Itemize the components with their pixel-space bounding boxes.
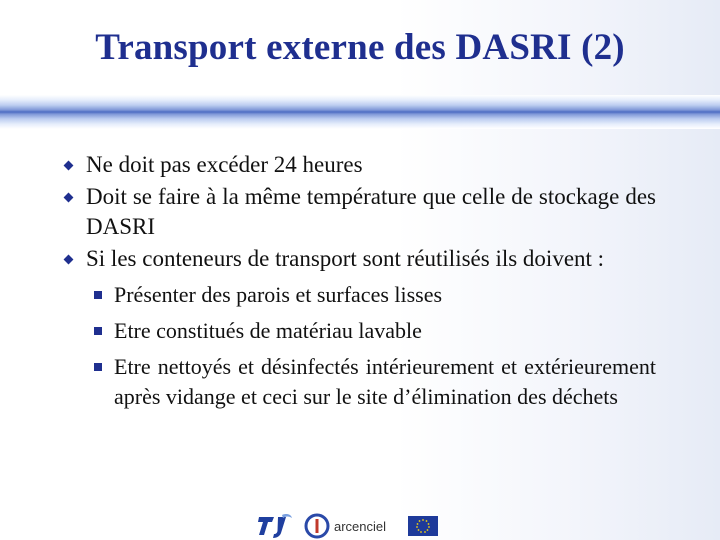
arcenciel-logo-icon <box>302 513 332 539</box>
bullet-item <box>60 182 656 242</box>
bullet-text: Si les conteneurs de transport sont réutilisés ils doivent : <box>86 246 605 271</box>
diamond-bullet-icon <box>64 193 74 203</box>
square-bullet-icon <box>94 327 102 335</box>
diamond-bullet-icon <box>64 255 74 265</box>
square-bullet-icon <box>94 363 102 371</box>
slide-title: Transport externe des DASRI (2) <box>95 27 625 68</box>
bullet-item <box>60 150 656 180</box>
sub-bullet-item <box>92 280 656 310</box>
bullet-text: Ne doit pas excéder 24 heures <box>86 152 363 177</box>
sub-bullet-text: Présenter des parois et surfaces lisses <box>114 282 443 307</box>
diamond-bullet-icon <box>64 161 74 171</box>
slide-content <box>60 150 656 412</box>
square-bullet-icon <box>94 291 102 299</box>
sub-bullet-text: Etre constitués de matériau lavable <box>114 318 422 343</box>
bullet-text: Doit se faire à la même température que celle de stockage des DASRI <box>86 184 656 239</box>
bullet-item <box>60 244 656 274</box>
sub-bullet-text: Etre nettoyés et désinfectés intérieurement et extérieurement après vidange et ceci sur le site d’élimination des déchets <box>114 354 656 409</box>
tj-logo-icon <box>256 513 294 539</box>
title-divider-bar <box>0 95 720 129</box>
footer-logos <box>256 512 438 540</box>
eu-flag-icon <box>408 516 438 536</box>
arcenciel-logo-text: arcenciel <box>334 518 387 534</box>
sub-bullet-item <box>92 352 656 412</box>
sub-bullet-item <box>92 316 656 346</box>
